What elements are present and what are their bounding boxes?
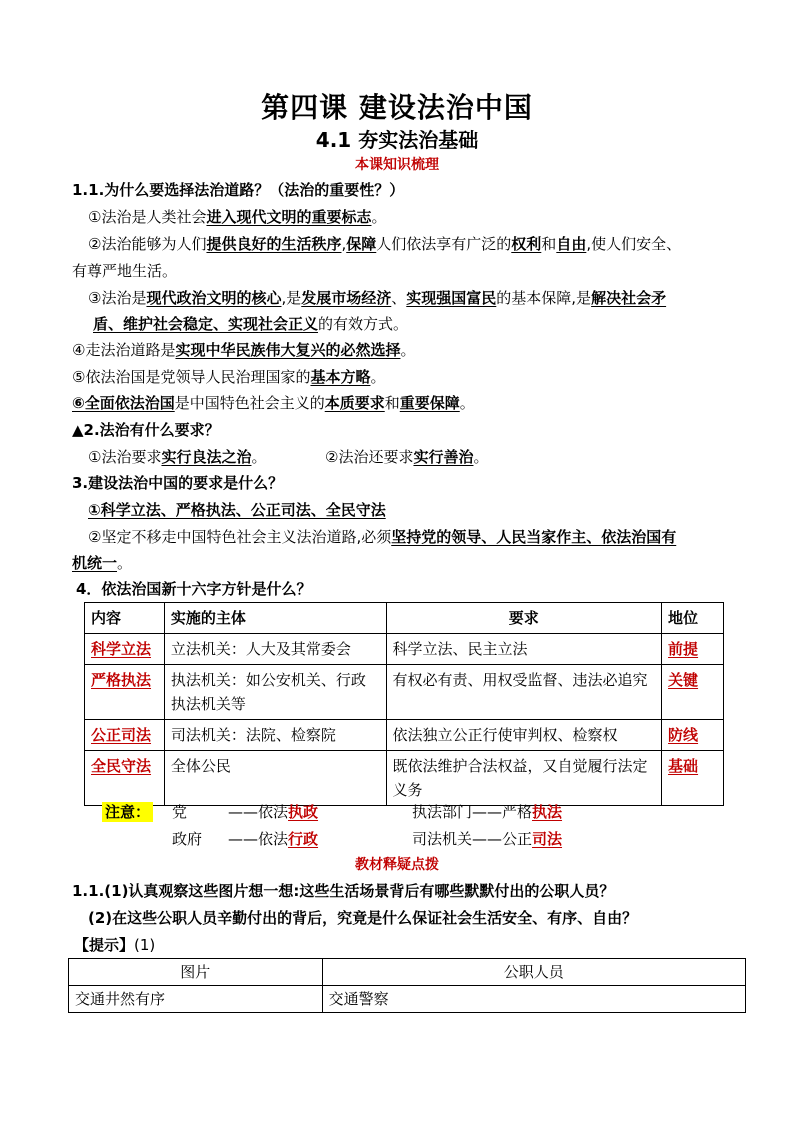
table-cell-subject: 立法机关：人大及其常委会 — [164, 634, 386, 665]
q1-heading: 1.1.为什么要选择法治道路？（法治的重要性？） — [72, 181, 405, 199]
note-enforcement: 执法部门——严格执法 — [412, 803, 563, 821]
q2-answer-1: ①法治要求实行良法之治。 — [88, 448, 267, 466]
note-party-rule: ——依法执政 — [228, 803, 319, 821]
q1-point-6: ⑥全面依法治国是中国特色社会主义的本质要求和重要保障。 — [72, 394, 475, 412]
col-header-content: 内容 — [85, 603, 165, 634]
col-header-subject: 实施的主体 — [164, 603, 386, 634]
table-cell-subject: 全体公民 — [164, 751, 386, 806]
note-government-rule: ——依法行政 — [228, 830, 319, 848]
textbook-question-1: 1.1.(1)认真观察这些图片想一想:这些生活场景背后有哪些默默付出的公职人员？ — [72, 882, 615, 900]
note-party: 党 — [172, 803, 188, 821]
table-header-row — [85, 603, 724, 634]
col-header-requirement: 要求 — [386, 603, 662, 634]
section-label-knowledge: 本课知识梳理 — [355, 157, 439, 173]
table-header-row — [69, 959, 746, 986]
q1-point-4: ④走法治道路是实现中华民族伟大复兴的必然选择。 — [72, 341, 416, 359]
table-cell-staff: 交通警察 — [322, 986, 745, 1013]
picture-staff-table — [68, 958, 746, 1013]
col-header-staff: 公职人员 — [322, 959, 745, 986]
table-cell-requirement: 科学立法、民主立法 — [386, 634, 662, 665]
q4-heading: 4．依法治国新十六字方针是什么？ — [76, 580, 312, 598]
q1-point-1: ①法治是人类社会进入现代文明的重要标志。 — [88, 208, 387, 226]
table-row — [69, 986, 746, 1013]
table-row — [85, 665, 724, 720]
table-cell-requirement: 既依法维护合法权益，又自觉履行法定义务 — [386, 751, 662, 806]
table-cell-picture: 交通井然有序 — [69, 986, 323, 1013]
note-judicial: 司法机关——公正司法 — [412, 830, 563, 848]
table-cell-content: 全民守法 — [91, 757, 152, 775]
table-cell-requirement: 依法独立公正行使审判权、检察权 — [386, 720, 662, 751]
col-header-picture: 图片 — [69, 959, 323, 986]
table-row — [85, 751, 724, 806]
table-cell-status: 前提 — [668, 640, 699, 658]
table-row — [85, 720, 724, 751]
q3-heading: 3.建设法治中国的要求是什么？ — [72, 474, 284, 492]
q3-answer-1: ①科学立法、严格执法、公正司法、全民守法 — [88, 501, 386, 519]
note-label: 注意： — [102, 802, 153, 822]
table-cell-subject: 司法机关：法院、检察院 — [164, 720, 386, 751]
col-header-status: 地位 — [662, 603, 724, 634]
page-subtitle: 4.1 夯实法治基础 — [315, 128, 479, 152]
q2-heading: ▲2.法治有什么要求？ — [72, 421, 220, 439]
textbook-question-2: (2)在这些公职人员辛勤付出的背后，究竟是什么保证社会生活安全、有序、自由？ — [88, 909, 638, 927]
table-cell-subject: 执法机关：如公安机关、行政执法机关等 — [164, 665, 386, 720]
q3-answer-2: ②坚定不移走中国特色社会主义法治道路,必须坚持党的领导、人民当家作主、依法治国有 — [88, 528, 677, 546]
table-cell-content: 公正司法 — [91, 726, 152, 744]
table-cell-requirement: 有权必有责、用权受监督、违法必追究 — [386, 665, 662, 720]
section-label-textbook: 教材释疑点拨 — [355, 857, 439, 873]
table-cell-status: 基础 — [668, 757, 699, 775]
table-cell-content: 科学立法 — [91, 640, 152, 658]
q1-point-2: ②法治能够为人们提供良好的生活秩序,保障人们依法享有广泛的权利和自由,使人们安全、 — [88, 235, 682, 253]
table-cell-content: 严格执法 — [91, 671, 152, 689]
q1-point-2-cont: 有尊严地生活。 — [72, 262, 178, 280]
page-title: 第四课 建设法治中国 — [261, 91, 533, 124]
q3-answer-2-cont: 机统一。 — [72, 554, 133, 572]
table-cell-status: 防线 — [668, 726, 699, 744]
table-cell-status: 关键 — [668, 671, 699, 689]
q1-point-3-cont: 盾、维护社会稳定、实现社会正义的有效方式。 — [93, 315, 409, 333]
note-government: 政府 — [172, 830, 203, 848]
q2-answer-2: ②法治还要求实行善治。 — [325, 448, 489, 466]
hint-line: 【提示】(1) — [74, 936, 156, 954]
sixteen-character-policy-table — [84, 602, 724, 806]
q1-point-5: ⑤依法治国是党领导人民治理国家的基本方略。 — [72, 368, 386, 386]
table-row — [85, 634, 724, 665]
q1-point-3: ③法治是现代政治文明的核心,是发展市场经济、实现强国富民的基本保障,是解决社会矛 — [88, 289, 667, 307]
